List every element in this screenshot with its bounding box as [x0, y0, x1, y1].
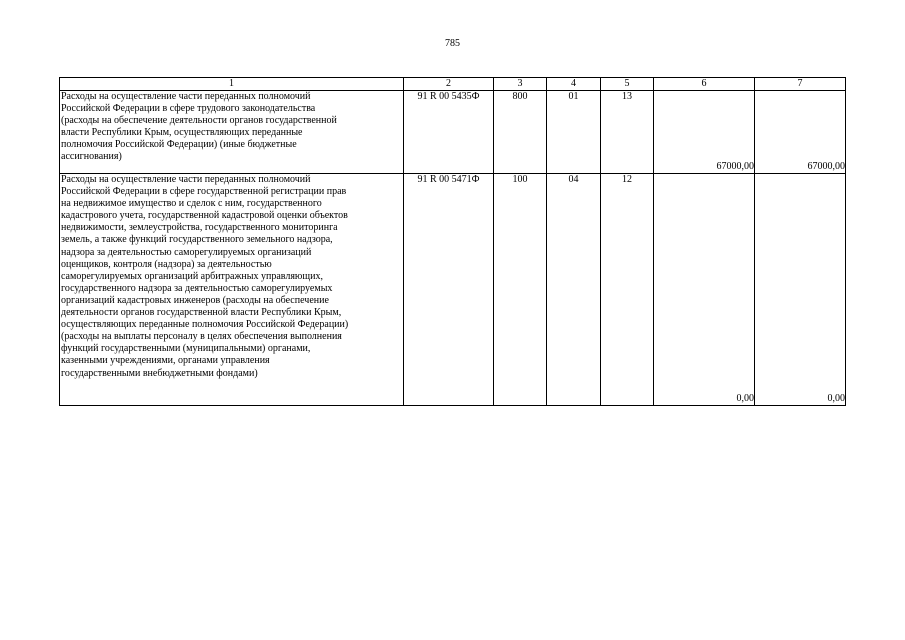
budget-table: [59, 77, 846, 406]
row-expense-type: 100: [494, 174, 547, 406]
column-header: 1: [60, 78, 404, 91]
page-number: 785: [445, 38, 460, 49]
table-row: [60, 174, 846, 406]
row-amount-7: 67000,00: [755, 91, 846, 174]
table-row: [60, 91, 846, 174]
row-amount-6: 67000,00: [654, 91, 755, 174]
column-header: 5: [601, 78, 654, 91]
row-target-article: 91 R 00 5471Ф: [404, 174, 494, 406]
row-section: 01: [547, 91, 601, 174]
row-expense-type: 800: [494, 91, 547, 174]
row-amount-7: 0,00: [755, 174, 846, 406]
column-header: 2: [404, 78, 494, 91]
column-header: 6: [654, 78, 755, 91]
row-target-article: 91 R 00 5435Ф: [404, 91, 494, 174]
row-description: Расходы на осуществление части переданных полномочий Российской Федерации в сфере государственной регистрации прав на недвижимое имущество и сделок с ним, государственного кадастрового учета, государственной кадастровой оценки объектов недвижимости, землеустройства, государственного мониторинга земель, а также функций государственного земельного надзора, надзора за деятельностью саморегулируемых организаций оценщиков, контроля (надзора) за деятельностью саморегулируемых организаций арбитражных управляющих, государственного надзора за деятельностью саморегулируемых организаций кадастровых инженеров (расходы на обеспечение деятельности органов государственной власти Республики Крым, осуществляющих переданные полномочия Российской Федерации) (расходы на выплаты персоналу в целях обеспечения выполнения функций государственными (муниципальными) органами, казенными учреждениями, органами управления государственными внебюджетными фондами): [60, 174, 404, 406]
column-header: 3: [494, 78, 547, 91]
row-section: 04: [547, 174, 601, 406]
row-subsection: 12: [601, 174, 654, 406]
column-header: 4: [547, 78, 601, 91]
table-header-row: [60, 78, 846, 91]
row-description: Расходы на осуществление части переданных полномочий Российской Федерации в сфере трудового законодательства (расходы на обеспечение деятельности органов государственной власти Республики Крым, осуществляющих переданные полномочия Российской Федерации) (иные бюджетные ассигнования): [60, 91, 404, 174]
row-subsection: 13: [601, 91, 654, 174]
row-amount-6: 0,00: [654, 174, 755, 406]
column-header: 7: [755, 78, 846, 91]
